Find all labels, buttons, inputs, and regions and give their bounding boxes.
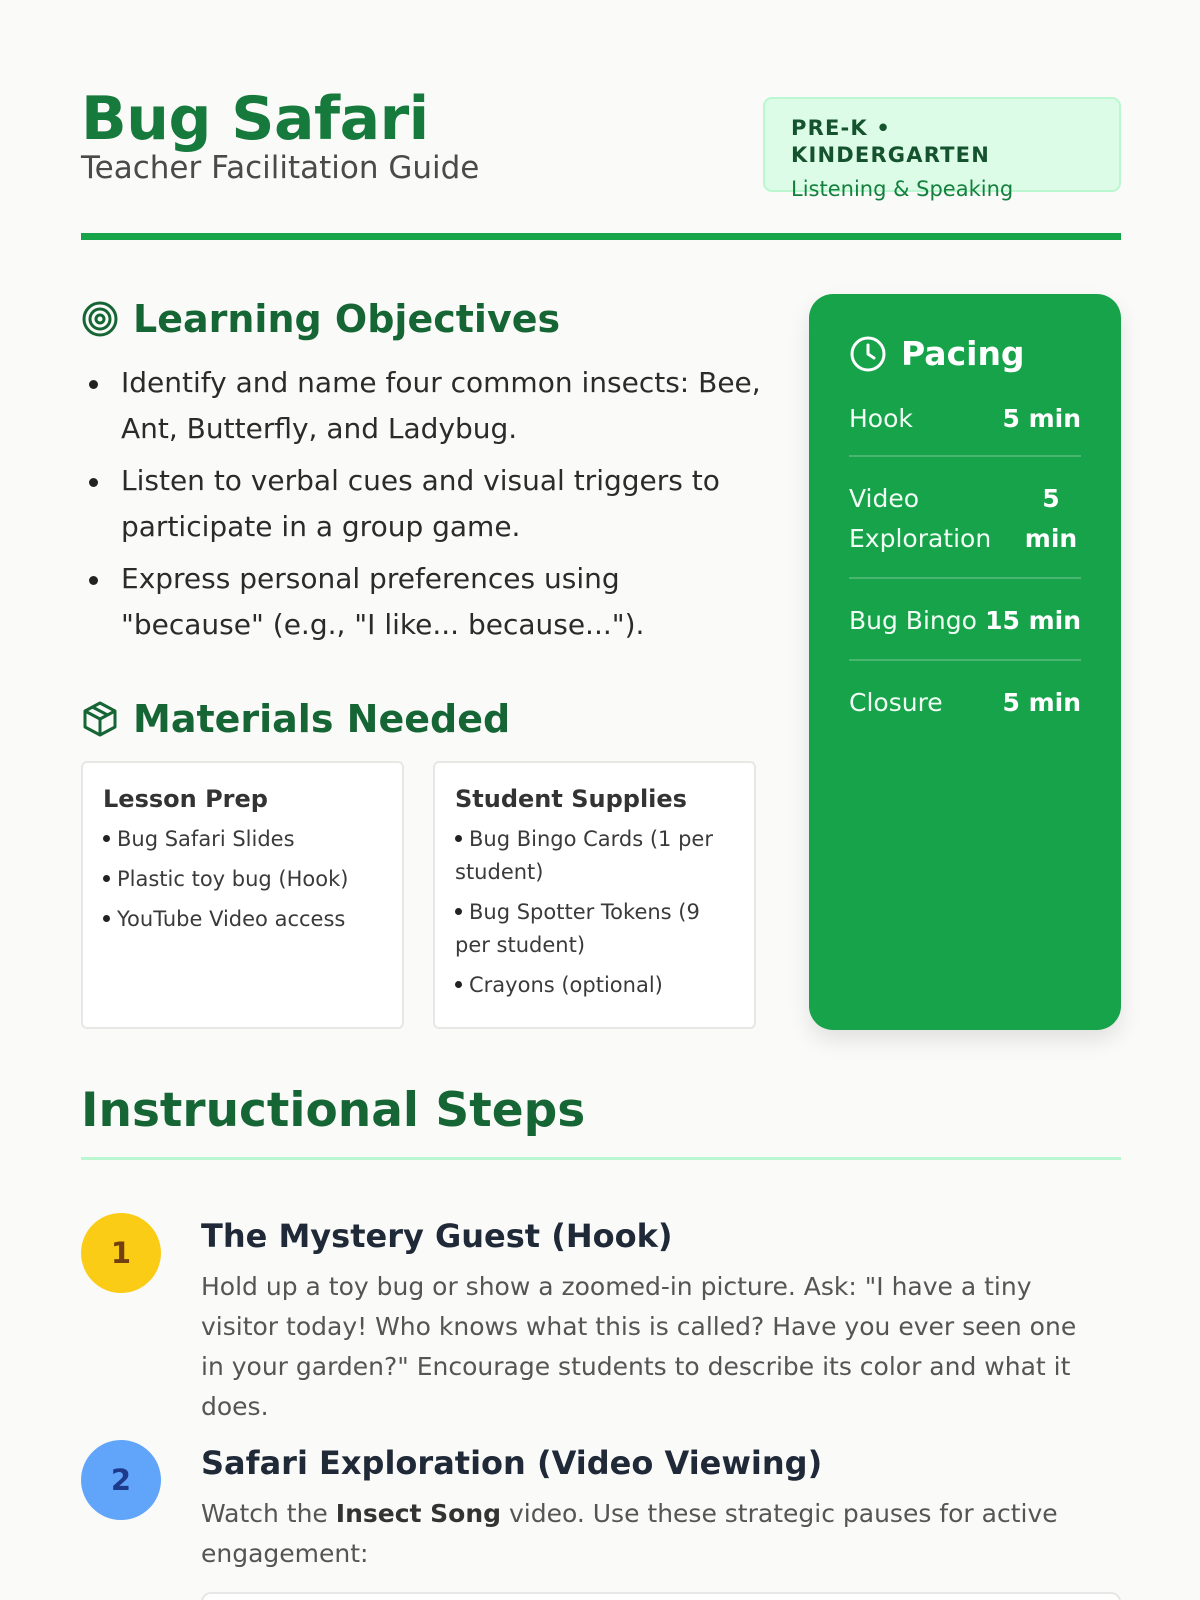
student-supplies-card — [433, 761, 756, 1029]
step-body: Hold up a toy bug or show a zoomed-in picture. Ask: "I have a tiny visitor today! Who knows what this is called? Have you ever seen one in your garden?" Encourage students to describe its color and what it does. — [201, 1272, 1077, 1421]
pacing-activity: Closure — [849, 688, 943, 717]
grade-badge — [763, 97, 1121, 201]
list-item: Bug Bingo Cards (1 per student) — [455, 827, 713, 884]
pacing-row — [849, 457, 1081, 579]
pacing-activity: Hook — [849, 404, 913, 433]
pacing-activity: Bug Bingo — [849, 606, 977, 635]
skill-label: Listening & Speaking — [791, 176, 1014, 201]
student-supplies-title: Student Supplies — [455, 785, 687, 813]
video-pause-box — [201, 1592, 1121, 1600]
pacing-activity: Video Exploration — [849, 484, 992, 553]
pacing-duration: 5 min — [1002, 688, 1081, 717]
list-item: Bug Spotter Tokens (9 per student) — [455, 900, 700, 957]
objectives-heading — [81, 297, 561, 341]
pacing-duration: 5 min — [1002, 404, 1081, 433]
step-body: Watch the Insect Song video. Use these strategic pauses for active engagement: — [201, 1499, 1058, 1568]
step-number-badge: 2 — [81, 1440, 161, 1520]
pacing-panel — [809, 294, 1121, 1030]
list-item: YouTube Video access — [103, 903, 382, 936]
steps-heading: Instructional Steps — [81, 1083, 586, 1138]
materials-heading-label: Materials Needed — [133, 697, 511, 741]
step-title: Safari Exploration (Video Viewing) — [201, 1444, 823, 1482]
box-icon — [81, 700, 119, 738]
list-item: Bug Safari Slides — [103, 823, 382, 856]
pacing-duration: 5 min — [1024, 484, 1078, 553]
clock-icon — [849, 335, 887, 373]
objectives-list — [81, 360, 761, 654]
step-number-badge: 1 — [81, 1213, 161, 1293]
lesson-guide-page — [81, 0, 1121, 1600]
header-divider — [81, 233, 1121, 240]
step-title: The Mystery Guest (Hook) — [201, 1217, 673, 1255]
pacing-heading — [849, 334, 1081, 373]
video-name: Insect Song — [335, 1499, 502, 1528]
objective-item: Listen to verbal cues and visual triggers to participate in a group game. — [81, 458, 761, 550]
list-item: Crayons (optional) — [455, 969, 734, 1002]
steps-divider — [81, 1157, 1121, 1160]
materials-heading — [81, 697, 511, 741]
page-subtitle: Teacher Facilitation Guide — [81, 150, 480, 186]
page-header — [81, 78, 1121, 238]
objectives-heading-label: Learning Objectives — [133, 297, 561, 341]
lesson-prep-title: Lesson Prep — [103, 785, 268, 813]
pacing-heading-label: Pacing — [901, 334, 1025, 373]
grade-level-label: PRE-K • KINDERGARTEN — [791, 116, 990, 168]
list-item: Plastic toy bug (Hook) — [103, 863, 382, 896]
pacing-duration: 15 min — [985, 606, 1081, 635]
pacing-row — [849, 395, 1081, 457]
objective-item: Identify and name four common insects: Bee, Ant, Butterfly, and Ladybug. — [81, 360, 761, 452]
pacing-row — [849, 661, 1081, 741]
lesson-prep-card — [81, 761, 404, 1029]
pacing-row — [849, 579, 1081, 661]
page-title: Bug Safari — [81, 84, 429, 154]
objective-item: Express personal preferences using "because" (e.g., "I like... because..."). — [81, 556, 761, 648]
target-icon — [81, 300, 119, 338]
